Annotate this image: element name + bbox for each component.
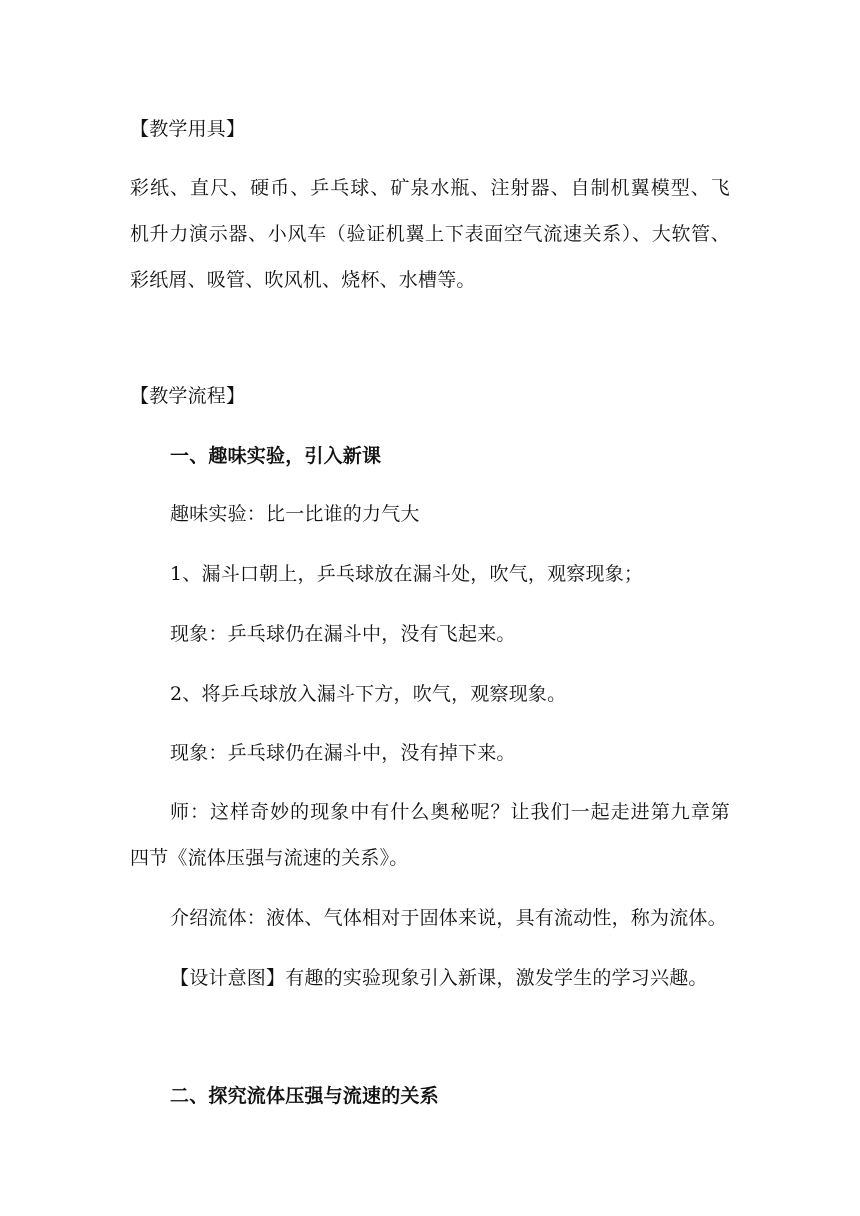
result-1: 现象：乒乓球仍在漏斗中，没有飞起来。 — [170, 623, 516, 645]
fluid-intro: 介绍流体：液体、气体相对于固体来说，具有流动性，称为流体。 — [170, 907, 727, 929]
materials-line: 彩纸屑、吸管、吹风机、烧杯、水槽等。 — [130, 269, 476, 291]
step-2: 2、将乒乓球放入漏斗下方，吹气，观察现象。 — [170, 683, 567, 705]
section2-title: 二、探究流体压强与流速的关系 — [170, 1085, 439, 1107]
step-1: 1、漏斗口朝上，乒乓球放在漏斗处，吹气，观察现象； — [170, 563, 644, 585]
teacher-line: 师：这样奇妙的现象中有什么奥秘呢？让我们一起走进第九章第 — [170, 801, 730, 823]
teacher-line: 四节《流体压强与流速的关系》。 — [130, 847, 409, 869]
section1-title: 一、趣味实验，引入新课 — [170, 445, 382, 467]
experiment-title: 趣味实验：比一比谁的力气大 — [170, 503, 420, 525]
materials-heading: 【教学用具】 — [130, 118, 246, 140]
result-2: 现象：乒乓球仍在漏斗中，没有掉下来。 — [170, 742, 516, 764]
process-heading: 【教学流程】 — [130, 385, 246, 407]
materials-line: 机升力演示器、小风车（验证机翼上下表面空气流速关系）、大软管、 — [130, 223, 730, 245]
design-intent: 【设计意图】有趣的实验现象引入新课，激发学生的学习兴趣。 — [170, 967, 708, 989]
materials-line: 彩纸、直尺、硬币、乒乓球、矿泉水瓶、注射器、自制机翼模型、飞 — [130, 177, 730, 199]
